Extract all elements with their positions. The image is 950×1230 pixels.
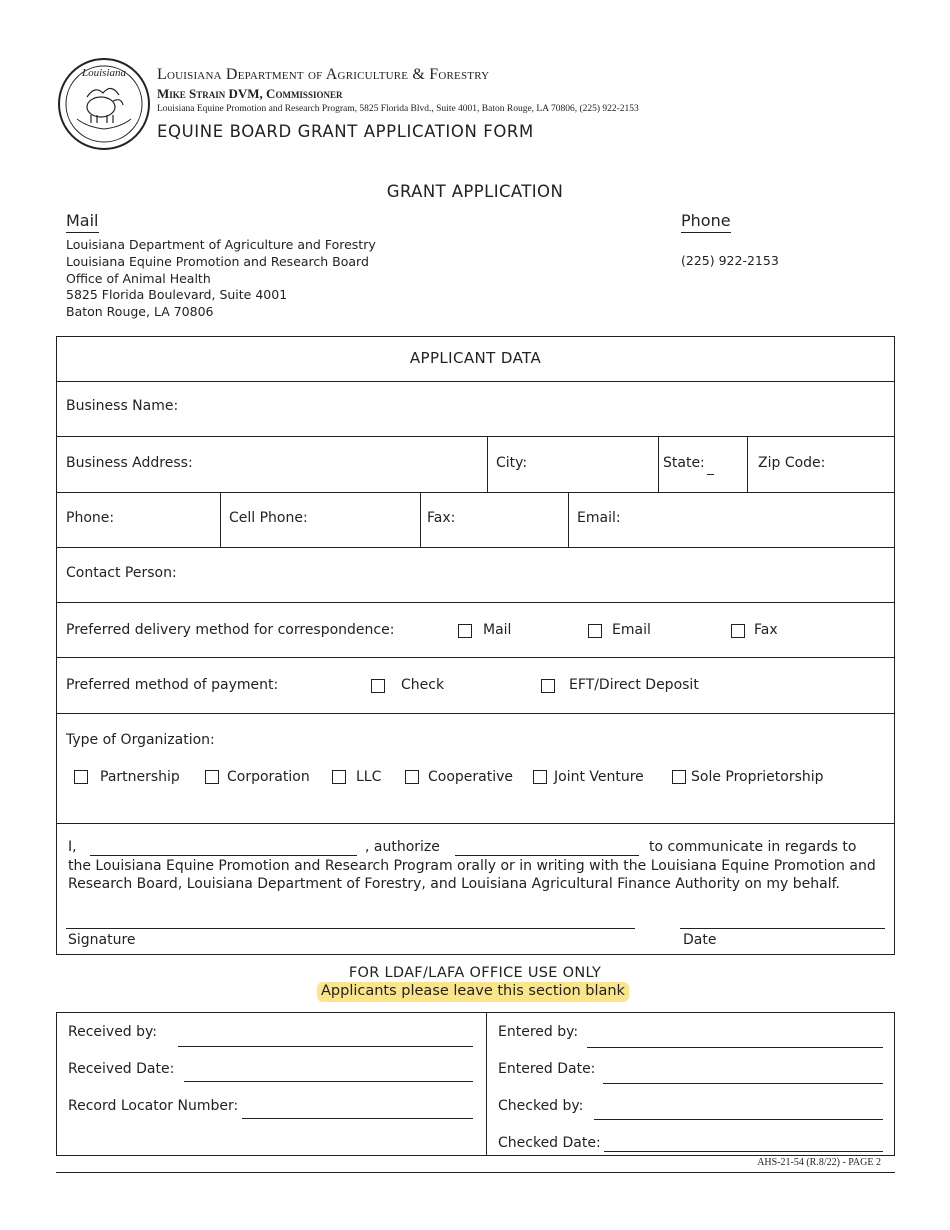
authorizer-name-line[interactable] (90, 855, 357, 856)
mail-line: Office of Animal Health (66, 270, 211, 286)
organization-type-label: Type of Organization: (66, 732, 215, 748)
mail-option-label: Mail (483, 622, 512, 638)
checked-by-label: Checked by: (498, 1098, 584, 1114)
mail-line: Louisiana Equine Promotion and Research Board (66, 253, 369, 269)
office-use-table (56, 1012, 895, 1156)
state-field[interactable]: State: (663, 455, 705, 471)
checked-date-label: Checked Date: (498, 1135, 601, 1151)
eft-checkbox[interactable] (541, 679, 555, 693)
eft-option-label: EFT/Direct Deposit (569, 677, 699, 693)
auth-authorize-text: , authorize (365, 839, 440, 855)
entered-date-line[interactable] (603, 1083, 883, 1084)
phone-field[interactable]: Phone: (66, 510, 115, 526)
business-name-field[interactable]: Business Name: (66, 398, 179, 414)
mail-line: Baton Rouge, LA 70806 (66, 304, 214, 320)
form-number: AHS-21-54 (R.8/22) - PAGE 2 (757, 1157, 881, 1168)
phone-number: (225) 922-2153 (681, 253, 779, 268)
office-use-note: Applicants please leave this section blank (317, 982, 629, 1002)
email-checkbox[interactable] (588, 624, 602, 638)
received-by-line[interactable] (178, 1046, 473, 1047)
llc-checkbox[interactable] (332, 770, 346, 784)
cell-phone-field[interactable]: Cell Phone: (229, 510, 308, 526)
received-date-label: Received Date: (68, 1061, 175, 1077)
date-label: Date (683, 932, 717, 948)
record-locator-label: Record Locator Number: (68, 1098, 239, 1114)
department-name: Louisiana Department of Agriculture & Forestry (157, 66, 490, 83)
mail-address-block (66, 237, 376, 321)
fax-field[interactable]: Fax: (427, 510, 456, 526)
footer-rule (56, 1172, 895, 1173)
state-underline (707, 474, 714, 475)
date-line[interactable] (680, 928, 885, 929)
llc-label: LLC (356, 769, 382, 785)
auth-i-text: I, (68, 839, 77, 855)
department-seal (57, 57, 151, 151)
commissioner-name: Mike Strain DVM, Commissioner (157, 86, 343, 101)
signature-line[interactable] (66, 928, 635, 929)
corporation-checkbox[interactable] (205, 770, 219, 784)
payment-method-label: Preferred method of payment: (66, 677, 279, 693)
auth-to-text: to communicate in regards to (649, 839, 857, 855)
zip-code-field[interactable]: Zip Code: (758, 455, 826, 471)
entered-date-label: Entered Date: (498, 1061, 596, 1077)
cooperative-checkbox[interactable] (405, 770, 419, 784)
mail-line: 5825 Florida Boulevard, Suite 4001 (66, 287, 288, 303)
record-locator-line[interactable] (242, 1118, 473, 1119)
email-field[interactable]: Email: (577, 510, 621, 526)
entered-by-line[interactable] (587, 1047, 883, 1048)
business-address-field[interactable]: Business Address: (66, 455, 193, 471)
fax-checkbox[interactable] (731, 624, 745, 638)
partnership-label: Partnership (100, 769, 180, 785)
auth-line-2: the Louisiana Equine Promotion and Research Program orally or in writing with the Louisiana Equine Promotion and (68, 858, 876, 874)
checked-date-line[interactable] (604, 1151, 883, 1152)
received-by-label: Received by: (68, 1024, 158, 1040)
delivery-method-label: Preferred delivery method for correspondence: (66, 622, 395, 638)
fax-option-label: Fax (754, 622, 778, 638)
city-field[interactable]: City: (496, 455, 528, 471)
authorized-party-line[interactable] (455, 855, 639, 856)
seal-text: Louisiana (81, 67, 127, 79)
mail-checkbox[interactable] (458, 624, 472, 638)
mail-heading: Mail (66, 211, 99, 233)
sole-proprietorship-checkbox[interactable] (672, 770, 686, 784)
joint-venture-checkbox[interactable] (533, 770, 547, 784)
checked-by-line[interactable] (594, 1119, 883, 1120)
auth-line-3: Research Board, Louisiana Department of Forestry, and Louisiana Agricultural Finance Authority on my behalf. (68, 876, 840, 892)
check-option-label: Check (401, 677, 445, 693)
entered-by-label: Entered by: (498, 1024, 579, 1040)
contact-person-field[interactable]: Contact Person: (66, 565, 177, 581)
section-title: GRANT APPLICATION (386, 182, 564, 201)
joint-venture-label: Joint Venture (554, 769, 644, 785)
corporation-label: Corporation (227, 769, 310, 785)
office-use-title: FOR LDAF/LAFA OFFICE USE ONLY (348, 965, 602, 981)
mail-line: Louisiana Department of Agriculture and Forestry (66, 237, 376, 252)
form-title: EQUINE BOARD GRANT APPLICATION FORM (157, 122, 534, 141)
program-address: Louisiana Equine Promotion and Research Program, 5825 Florida Blvd., Suite 4001, Baton Rouge, LA 70806, (225) 922-2153 (157, 104, 639, 114)
signature-label: Signature (68, 932, 136, 948)
check-checkbox[interactable] (371, 679, 385, 693)
applicant-data-title: APPLICANT DATA (409, 349, 542, 367)
cooperative-label: Cooperative (428, 769, 514, 785)
sole-proprietorship-label: Sole Proprietorship (691, 769, 824, 785)
partnership-checkbox[interactable] (74, 770, 88, 784)
email-option-label: Email (612, 622, 651, 638)
received-date-line[interactable] (184, 1081, 473, 1082)
phone-heading: Phone (681, 211, 731, 233)
